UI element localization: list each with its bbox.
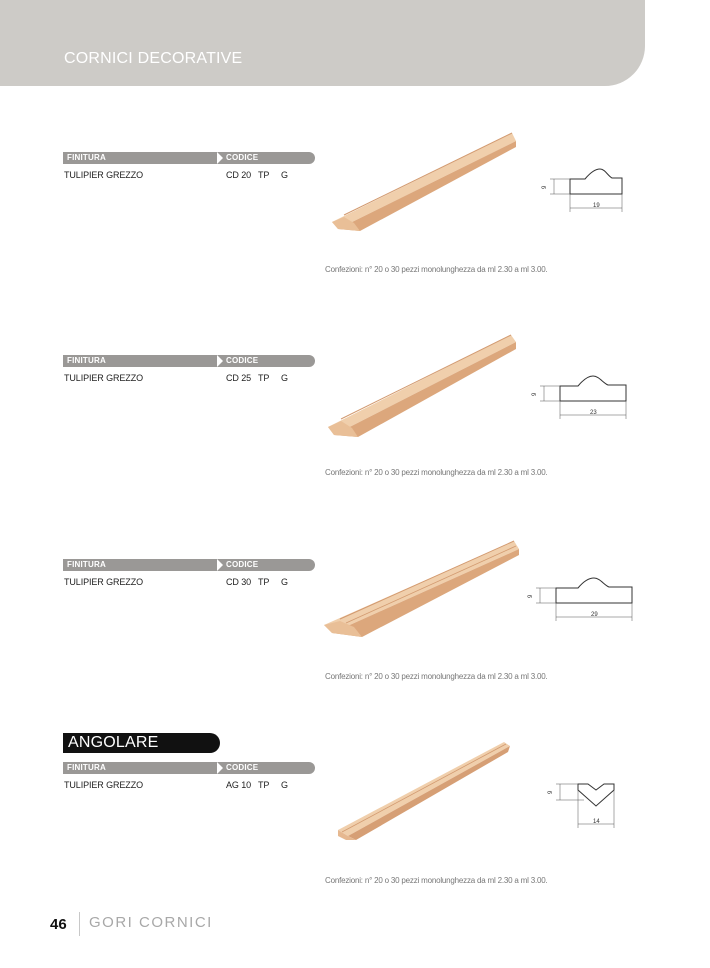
product-cd20 [0, 152, 710, 312]
molding-illustration-icon [322, 537, 522, 641]
finitura-value: TULIPIER GREZZO [64, 170, 144, 180]
svg-text:14: 14 [593, 819, 600, 825]
profile-drawing-icon [540, 164, 630, 216]
profile-drawing-icon [530, 371, 634, 423]
page-number: 46 [50, 916, 67, 933]
codice-flag: G [281, 577, 288, 587]
svg-text:9: 9 [542, 185, 548, 189]
col-codice-label: CODICE [226, 560, 259, 569]
codice-suffix: TP [258, 170, 270, 180]
codice-suffix: TP [258, 780, 270, 790]
svg-text:9: 9 [528, 594, 534, 598]
molding-illustration-icon [326, 329, 521, 441]
codice-value: CD 25 [226, 373, 252, 383]
col-codice-label: CODICE [226, 153, 259, 162]
codice-flag: G [281, 373, 288, 383]
finitura-value: TULIPIER GREZZO [64, 577, 144, 587]
svg-text:9: 9 [532, 392, 538, 396]
codice-value: CD 20 [226, 170, 252, 180]
col-finitura-label: FINITURA [67, 560, 106, 569]
table-header [63, 559, 315, 571]
col-finitura-label: FINITURA [67, 153, 106, 162]
packaging-note: Confezioni: n° 20 o 30 pezzi monolunghezza da ml 2.30 a ml 3.00. [325, 265, 548, 274]
molding-illustration-icon [334, 738, 514, 842]
finitura-value: TULIPIER GREZZO [64, 780, 144, 790]
profile-drawing-icon [526, 573, 638, 625]
col-codice-label: CODICE [226, 356, 259, 365]
product-ag10 [0, 762, 710, 922]
codice-value: AG 10 [226, 780, 252, 790]
finitura-value: TULIPIER GREZZO [64, 373, 144, 383]
col-finitura-label: FINITURA [67, 763, 106, 772]
svg-text:19: 19 [593, 203, 600, 209]
product-cd25 [0, 355, 710, 515]
profile-drawing-icon [544, 776, 634, 832]
codice-flag: G [281, 170, 288, 180]
packaging-note: Confezioni: n° 20 o 30 pezzi monolunghezza da ml 2.30 a ml 3.00. [325, 876, 548, 885]
svg-text:29: 29 [591, 612, 598, 618]
molding-illustration-icon [330, 127, 520, 237]
packaging-note: Confezioni: n° 20 o 30 pezzi monolunghezza da ml 2.30 a ml 3.00. [325, 468, 548, 477]
col-finitura-label: FINITURA [67, 356, 106, 365]
page-title: CORNICI DECORATIVE [64, 50, 243, 67]
footer-divider [79, 912, 80, 936]
codice-suffix: TP [258, 373, 270, 383]
codice-flag: G [281, 780, 288, 790]
table-header [63, 152, 315, 164]
svg-text:23: 23 [590, 410, 597, 416]
packaging-note: Confezioni: n° 20 o 30 pezzi monolunghezza da ml 2.30 a ml 3.00. [325, 672, 548, 681]
codice-value: CD 30 [226, 577, 252, 587]
codice-suffix: TP [258, 577, 270, 587]
product-cd30 [0, 559, 710, 719]
svg-text:9: 9 [548, 790, 554, 794]
table-header [63, 762, 315, 774]
table-header [63, 355, 315, 367]
header-band [0, 0, 645, 86]
col-codice-label: CODICE [226, 763, 259, 772]
section-title-angolare: ANGOLARE [63, 733, 220, 753]
brand-logo: GORI CORNICI [89, 914, 213, 931]
